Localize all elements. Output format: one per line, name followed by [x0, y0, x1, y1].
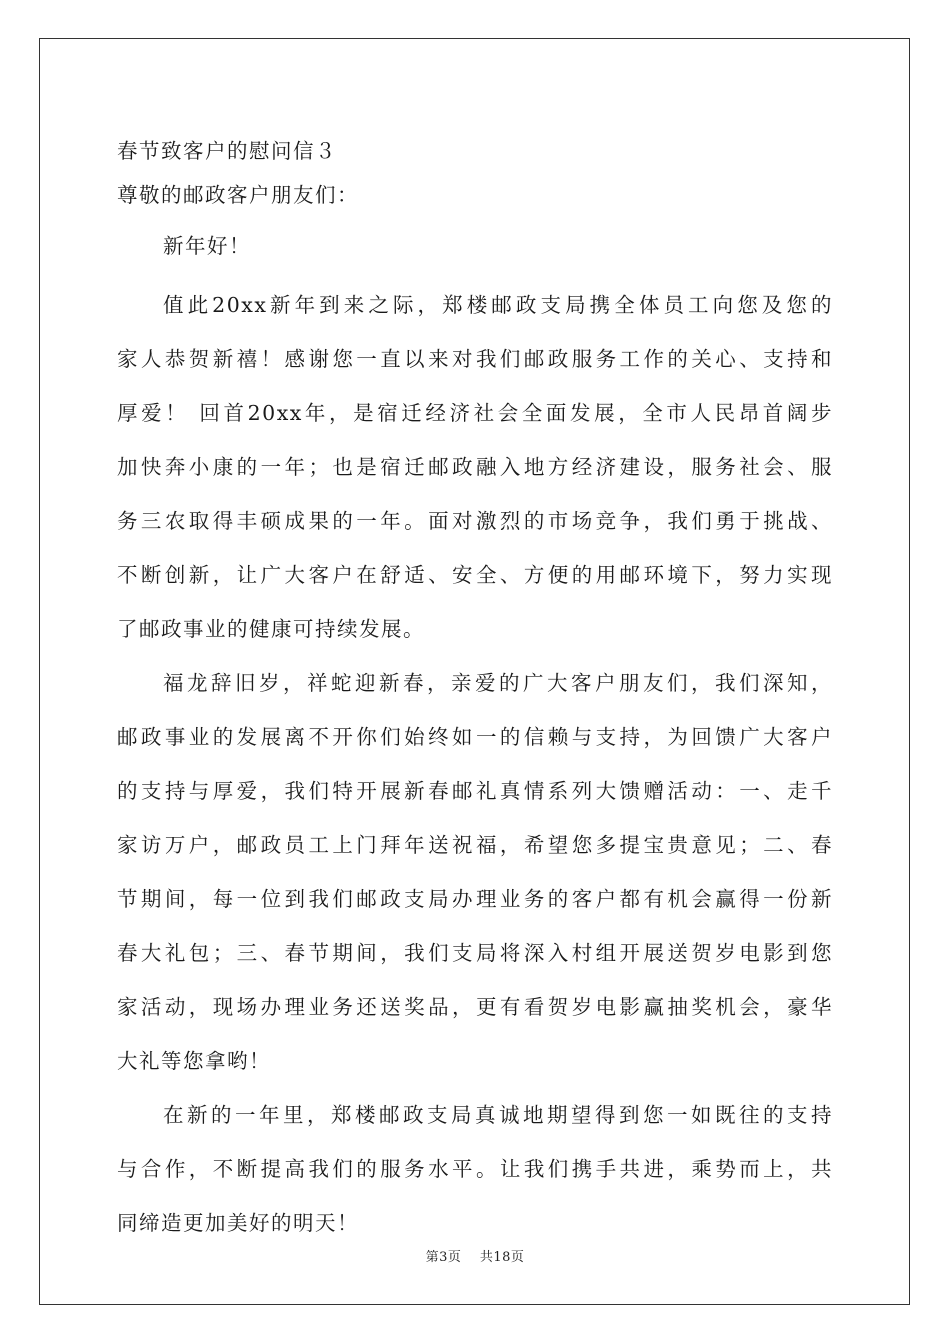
paragraph-line: 值此20xx新年到来之际，郑楼邮政支局携全体员工向您及您的 [163, 293, 833, 317]
page-footer [0, 1246, 950, 1265]
paragraph-line: 同缔造更加美好的明天！ [117, 1211, 359, 1235]
letter-salutation: 尊敬的邮政客户朋友们： [117, 183, 359, 207]
paragraph-line: 家人恭贺新禧！感谢您一直以来对我们邮政服务工作的关心、支持和 [117, 347, 833, 371]
paragraph-line: 家活动，现场办理业务还送奖品，更有看贺岁电影赢抽奖机会，豪华 [117, 995, 833, 1019]
paragraph-line: 务三农取得丰硕成果的一年。面对激烈的市场竞争，我们勇于挑战、 [117, 509, 833, 533]
letter-greeting: 新年好！ [163, 234, 251, 258]
paragraph-line: 的支持与厚爱，我们特开展新春邮礼真情系列大馈赠活动：一、走千 [117, 779, 833, 803]
paragraph-2 [117, 656, 833, 1088]
paragraph-line: 厚爱！ 回首20xx年，是宿迁经济社会全面发展，全市人民昂首阔步 [117, 401, 833, 425]
paragraph-line: 了邮政事业的健康可持续发展。 [117, 617, 425, 641]
page-number: 第3页 [425, 1250, 462, 1265]
paragraph-line: 与合作，不断提高我们的服务水平。让我们携手共进，乘势而上，共 [117, 1157, 833, 1181]
paragraph-line: 大礼等您拿哟！ [117, 1049, 271, 1073]
page-total: 共18页 [479, 1250, 525, 1265]
paragraph-line: 福龙辞旧岁，祥蛇迎新春，亲爱的广大客户朋友们，我们深知， [163, 671, 833, 695]
paragraph-line: 加快奔小康的一年；也是宿迁邮政融入地方经济建设，服务社会、服 [117, 455, 833, 479]
letter-title: 春节致客户的慰问信３ [117, 139, 337, 163]
paragraph-3 [117, 1088, 833, 1250]
letter-body [117, 128, 833, 1250]
paragraph-line: 春大礼包；三、春节期间，我们支局将深入村组开展送贺岁电影到您 [117, 941, 833, 965]
paragraph-line: 节期间，每一位到我们邮政支局办理业务的客户都有机会赢得一份新 [117, 887, 833, 911]
paragraph-line: 邮政事业的发展离不开你们始终如一的信赖与支持，为回馈广大客户 [117, 725, 833, 749]
paragraph-line: 在新的一年里，郑楼邮政支局真诚地期望得到您一如既往的支持 [163, 1103, 833, 1127]
paragraph-1 [117, 278, 833, 656]
paragraph-line: 不断创新，让广大客户在舒适、安全、方便的用邮环境下，努力实现 [117, 563, 833, 587]
paragraph-line: 家访万户，邮政员工上门拜年送祝福，希望您多提宝贵意见；二、春 [117, 833, 833, 857]
